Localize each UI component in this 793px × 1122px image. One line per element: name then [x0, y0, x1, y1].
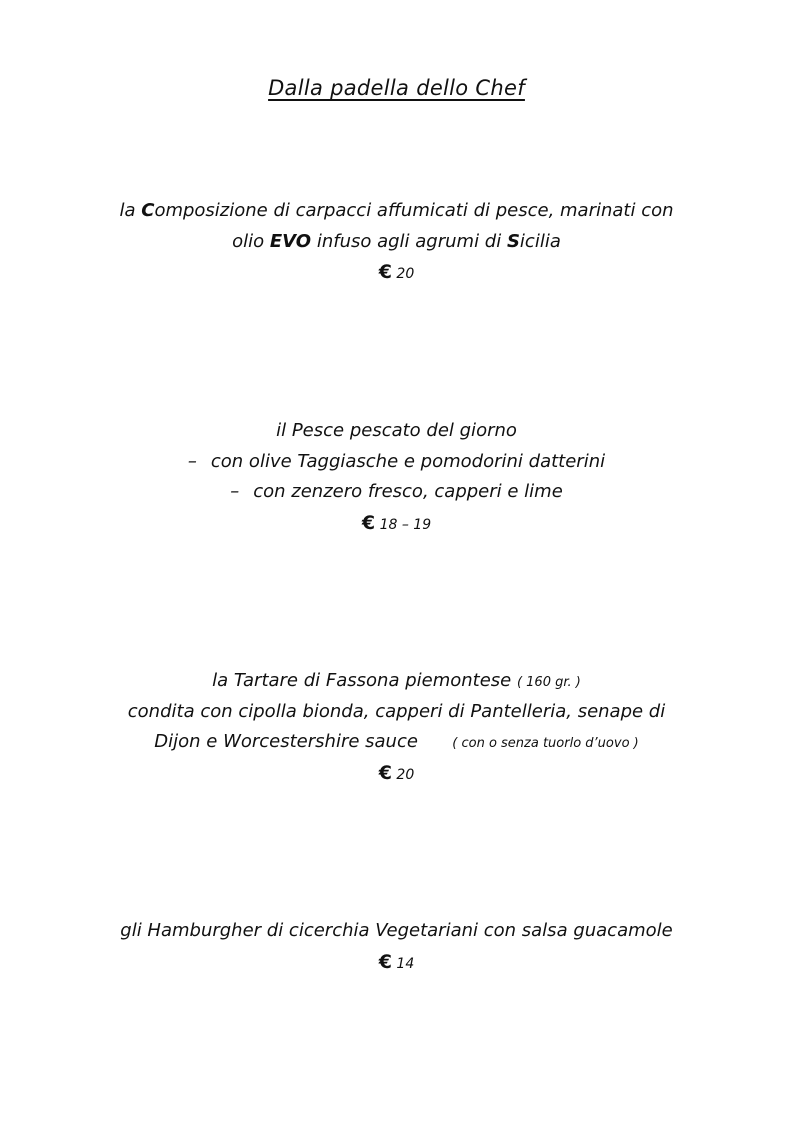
page-title-text: Dalla padella dello Chef: [268, 76, 525, 100]
note-text: ( 160 gr. ): [516, 675, 581, 690]
price-value: 20: [391, 766, 415, 783]
price: [0, 947, 793, 978]
menu-item-description-line: [0, 227, 793, 258]
text: il Pesce pescato del giorno: [276, 420, 517, 441]
text: omposizione di carpacci affumicati di pesce, marinati con: [154, 200, 674, 221]
text: Dijon e Worcestershire sauce: [154, 731, 453, 752]
text: con olive Taggiasche e pomodorini datterini: [210, 450, 606, 472]
euro-icon: €: [378, 761, 392, 784]
menu-item: [0, 666, 793, 788]
euro-icon: €: [378, 261, 392, 283]
text: gli Hamburgher di cicerchia Vegetariani con salsa guacamole: [120, 920, 673, 941]
text: condita con cipolla bionda, capperi di Pantelleria, senape di: [127, 700, 666, 722]
page-title: [0, 76, 793, 100]
menu-item-description-line: [0, 697, 793, 728]
bullet-dash: –: [230, 481, 240, 502]
text: con zenzero fresco, capperi e lime: [253, 481, 563, 502]
text: la: [119, 200, 142, 221]
price: [0, 758, 793, 789]
emphasized-text: S: [506, 230, 520, 252]
text: la Tartare di Fassona piemontese: [212, 670, 517, 691]
price-value: 14: [391, 955, 415, 972]
menu-item-description-line: [0, 727, 793, 758]
menu-item-description-line: [0, 477, 793, 508]
text: olio: [232, 230, 270, 252]
menu-item: [0, 916, 793, 977]
bullet-dash: –: [187, 450, 197, 472]
menu-item: [0, 196, 793, 288]
menu-item-description-line: [0, 447, 793, 478]
text: infuso agli agrumi di: [311, 230, 507, 252]
price: [0, 508, 793, 539]
emphasized-text: EVO: [269, 230, 312, 252]
price-value: 20: [391, 266, 415, 282]
menu-item-description-line: [0, 196, 793, 227]
text: icilia: [519, 230, 561, 252]
menu-item-description-line: [0, 416, 793, 447]
note-text: ( con o senza tuorlo d’uovo ): [452, 736, 639, 751]
menu-item: [0, 416, 793, 538]
menu-item-description-line: [0, 916, 793, 947]
price: [0, 257, 793, 288]
emphasized-text: C: [141, 200, 155, 221]
euro-icon: €: [378, 950, 392, 973]
price-value: 18 – 19: [375, 516, 432, 533]
menu-item-description-line: [0, 666, 793, 697]
euro-icon: €: [361, 511, 376, 534]
